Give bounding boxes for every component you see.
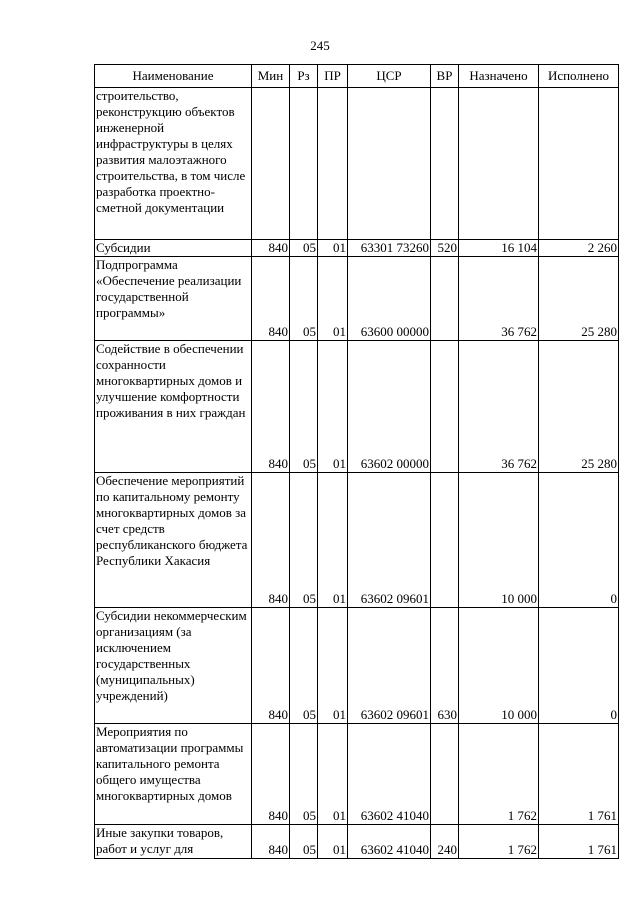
row-pr (318, 88, 348, 240)
table-row (95, 724, 619, 825)
row-min: 840 (252, 341, 290, 473)
row-executed: 25 280 (539, 257, 619, 341)
table-row (95, 608, 619, 724)
row-assigned: 10 000 (459, 473, 539, 608)
row-csr (348, 88, 431, 240)
table-row (95, 240, 619, 257)
row-vr (431, 473, 459, 608)
row-csr: 63602 41040 (348, 724, 431, 825)
row-min: 840 (252, 825, 290, 859)
header-pr: ПР (318, 65, 348, 88)
row-csr: 63301 73260 (348, 240, 431, 257)
row-name: строительство, реконструкцию объектов инженерной инфраструктуры в целях развития малоэтажного строительства, в том числе разработка проектно-сметной документации (95, 88, 252, 240)
page-number: 245 (310, 38, 330, 53)
row-rz: 05 (290, 724, 318, 825)
row-executed (539, 88, 619, 240)
row-assigned: 1 762 (459, 825, 539, 859)
row-min: 840 (252, 724, 290, 825)
row-assigned (459, 88, 539, 240)
row-assigned: 36 762 (459, 257, 539, 341)
row-min: 840 (252, 473, 290, 608)
row-name: Обеспечение мероприятий по капитальному ремонту многоквартирных домов за счет средств республиканского бюджета Республики Хакасия (95, 473, 252, 608)
row-csr: 63600 00000 (348, 257, 431, 341)
row-min: 840 (252, 608, 290, 724)
row-executed: 25 280 (539, 341, 619, 473)
row-name: Субсидии (95, 240, 252, 257)
row-pr: 01 (318, 240, 348, 257)
row-assigned: 10 000 (459, 608, 539, 724)
row-pr: 01 (318, 473, 348, 608)
row-vr: 630 (431, 608, 459, 724)
row-csr: 63602 09601 (348, 473, 431, 608)
row-executed: 1 761 (539, 825, 619, 859)
header-rz: Рз (290, 65, 318, 88)
row-assigned: 16 104 (459, 240, 539, 257)
table-row (95, 257, 619, 341)
row-min (252, 88, 290, 240)
row-vr (431, 257, 459, 341)
row-rz: 05 (290, 240, 318, 257)
row-name: Иные закупки товаров, работ и услуг для (95, 825, 252, 859)
table-row (95, 473, 619, 608)
row-executed: 2 260 (539, 240, 619, 257)
row-pr: 01 (318, 825, 348, 859)
row-assigned: 1 762 (459, 724, 539, 825)
header-csr: ЦСР (348, 65, 431, 88)
header-executed: Исполнено (539, 65, 619, 88)
header-min: Мин (252, 65, 290, 88)
row-name: Субсидии некоммерческим организациям (за исключением государственных (муниципальных) учреждений) (95, 608, 252, 724)
row-assigned: 36 762 (459, 341, 539, 473)
row-rz: 05 (290, 341, 318, 473)
row-pr: 01 (318, 608, 348, 724)
row-vr (431, 724, 459, 825)
header-vr: ВР (431, 65, 459, 88)
row-pr: 01 (318, 724, 348, 825)
row-vr (431, 341, 459, 473)
row-vr: 240 (431, 825, 459, 859)
row-name: Подпрограмма «Обеспечение реализации государственной программы» (95, 257, 252, 341)
row-name: Мероприятия по автоматизации программы капитального ремонта общего имущества многоквартирных домов (95, 724, 252, 825)
table-row (95, 341, 619, 473)
row-csr: 63602 00000 (348, 341, 431, 473)
budget-table (94, 64, 619, 859)
row-executed: 1 761 (539, 724, 619, 825)
row-csr: 63602 41040 (348, 825, 431, 859)
row-rz (290, 88, 318, 240)
row-min: 840 (252, 257, 290, 341)
row-vr: 520 (431, 240, 459, 257)
header-name: Наименование (95, 65, 252, 88)
row-rz: 05 (290, 257, 318, 341)
row-name: Содействие в обеспечении сохранности многоквартирных домов и улучшение комфортности проживания в них граждан (95, 341, 252, 473)
row-min: 840 (252, 240, 290, 257)
row-executed: 0 (539, 608, 619, 724)
header-assigned: Назначено (459, 65, 539, 88)
row-executed: 0 (539, 473, 619, 608)
row-rz: 05 (290, 825, 318, 859)
row-vr (431, 88, 459, 240)
table-row (95, 825, 619, 859)
table-row (95, 88, 619, 240)
row-pr: 01 (318, 341, 348, 473)
table-header-row (95, 65, 619, 88)
row-rz: 05 (290, 473, 318, 608)
row-rz: 05 (290, 608, 318, 724)
row-pr: 01 (318, 257, 348, 341)
row-csr: 63602 09601 (348, 608, 431, 724)
